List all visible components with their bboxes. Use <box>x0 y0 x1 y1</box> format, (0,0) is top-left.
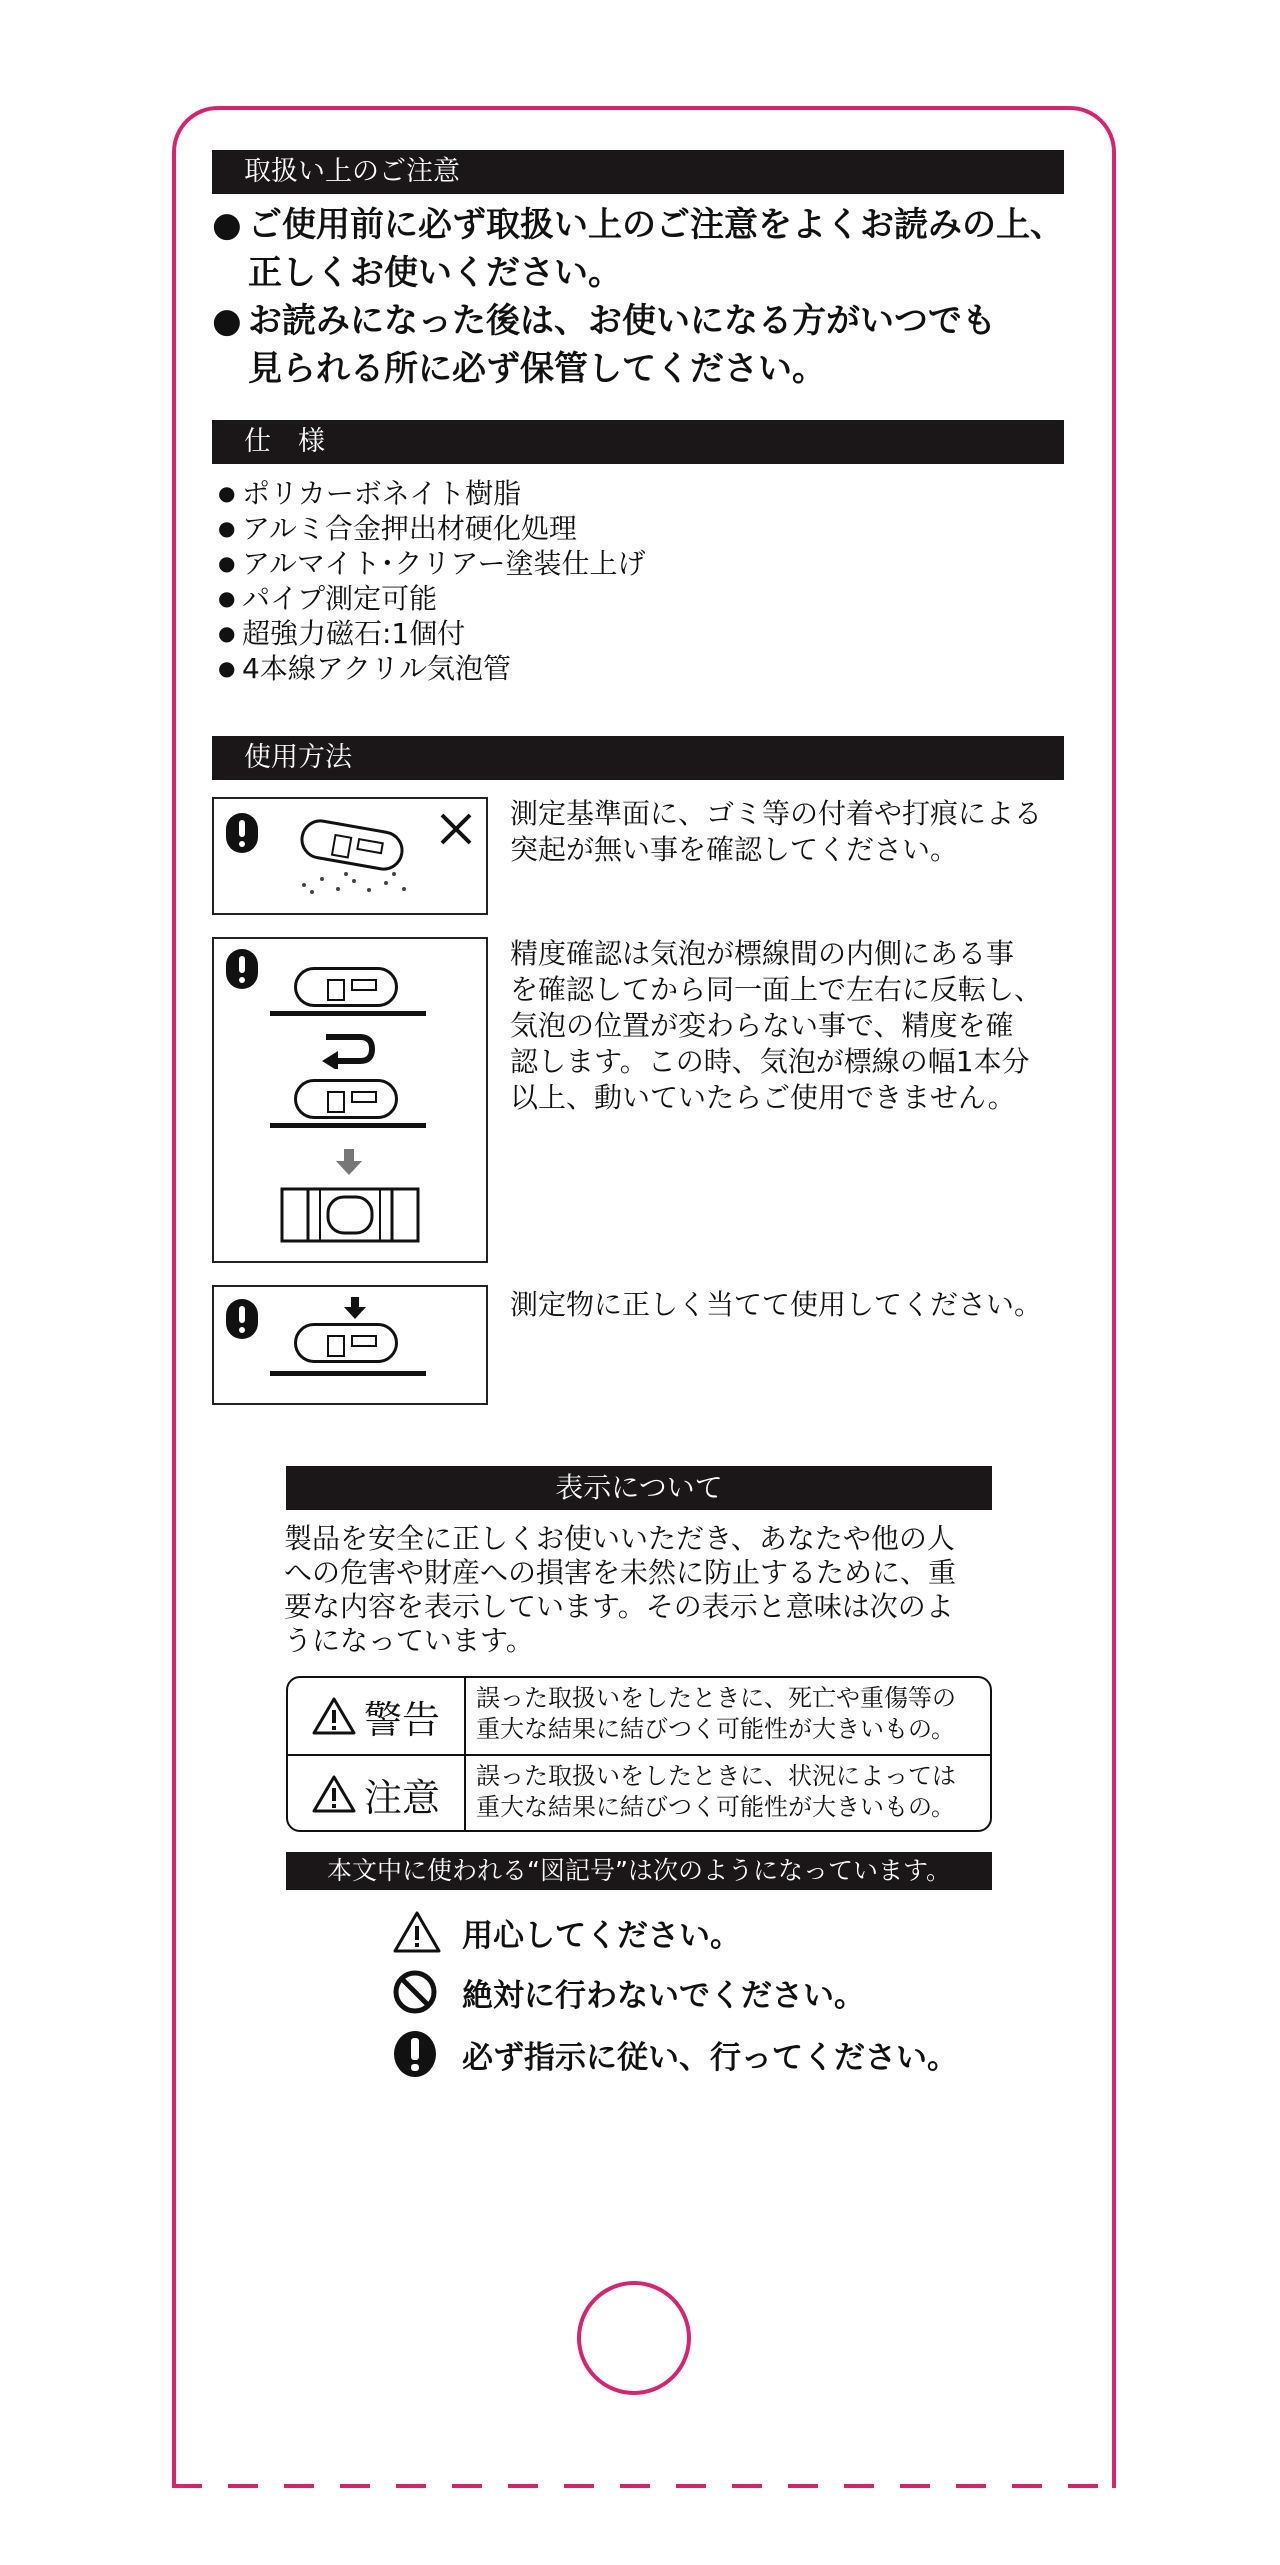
flip-arrow-icon <box>320 1029 380 1069</box>
spec-item: ● パイプ測定可能 <box>218 582 438 615</box>
handling-text: ● ご使用前に必ず取扱い上のご注意をよくお読みの上、 正しくお使いください。 ● お読みになった後は、お使いになる方がいつでも 見られる所に必ず保管してください。 <box>212 205 1064 389</box>
level-tool-icon <box>294 967 398 1007</box>
mandatory-exclamation-icon <box>226 1299 258 1339</box>
step-3-text: 測定物に正しく当てて使用してください。 <box>510 1288 1043 1321</box>
spec-item: ● アルミ合金押出材硬化処理 <box>218 512 577 545</box>
warning-triangle-icon <box>392 1910 442 1954</box>
level-tool-icon <box>294 1323 398 1363</box>
caution-label: 注意 <box>363 1775 440 1820</box>
surface-line <box>270 1011 426 1016</box>
usage-header: 使用方法 <box>212 736 1064 780</box>
symbol-item-prohibited: 絶対に行わないでください。 <box>392 1967 865 2017</box>
mandatory-exclamation-icon <box>392 2029 438 2079</box>
symbol-item-caution: 用心してください。 <box>392 1907 741 1957</box>
arrow-down-icon <box>334 1147 364 1177</box>
mandatory-exclamation-icon <box>226 949 258 989</box>
symbols-header: 本文中に使われる“図記号”は次のようになっています。 <box>286 1852 992 1890</box>
warning-triangle-icon <box>312 1696 356 1736</box>
surface-line <box>270 1371 426 1376</box>
symbol-item-mandatory: 必ず指示に従い、行ってください。 <box>392 2029 958 2079</box>
bubble-vial-icon <box>280 1187 420 1243</box>
spec-list <box>218 476 645 686</box>
step-1-illustration <box>212 797 488 915</box>
spec-item: ● 4本線アクリル気泡管 <box>218 652 511 685</box>
surface-line <box>270 1123 426 1128</box>
dust-icon <box>294 865 424 895</box>
warning-triangle-icon <box>312 1774 356 1814</box>
spec-item: ● 超強力磁石:1個付 <box>218 617 466 650</box>
caution-description: 誤った取扱いをしたときに、状況によっては 重大な結果に結びつく可能性が大きいもの。 <box>464 1756 990 1832</box>
spec-item: ● ポリカーボネイト樹脂 <box>218 477 522 510</box>
step-2-illustration <box>212 937 488 1263</box>
hang-hole <box>577 2281 691 2395</box>
arrow-down-icon <box>342 1295 368 1321</box>
level-tool-icon <box>294 1079 398 1119</box>
labels-header: 表示について <box>286 1466 992 1510</box>
warning-description: 誤った取扱いをしたときに、死亡や重傷等の 重大な結果に結びつく可能性が大きいもの。 <box>464 1678 990 1754</box>
warning-level-table <box>286 1676 992 1832</box>
warning-row <box>288 1678 990 1756</box>
handling-header: 取扱い上のご注意 <box>212 150 1064 194</box>
step-2-text: 精度確認は気泡が標線間の内側にある事 を確認してから同一面上で左右に反転し、 気泡の位置が変わらない事で、精度を確 認します。この時、気泡が標線の幅1本分 以上、動いていたらご使用できません。 <box>510 937 1043 1114</box>
spec-item: ● アルマイト･クリアー塗装仕上げ <box>218 547 646 580</box>
step-3-illustration <box>212 1285 488 1405</box>
warning-label: 警告 <box>363 1697 440 1742</box>
labels-text: 製品を安全に正しくお使いいただき、あなたや他の人 への危害や財産への損害を未然に防止するために、重 要な内容を表示しています。その表示と意味は次のよ うになっています。 <box>284 1522 957 1657</box>
mandatory-exclamation-icon <box>226 813 258 853</box>
perforation-line <box>172 2484 1116 2488</box>
step-1-text: 測定基準面に、ゴミ等の付着や打痕による 突起が無い事を確認してください。 <box>510 797 1043 866</box>
caution-row <box>288 1756 990 1832</box>
prohibited-icon <box>392 1969 438 2015</box>
cross-icon <box>436 809 476 849</box>
spec-header: 仕 様 <box>212 420 1064 464</box>
